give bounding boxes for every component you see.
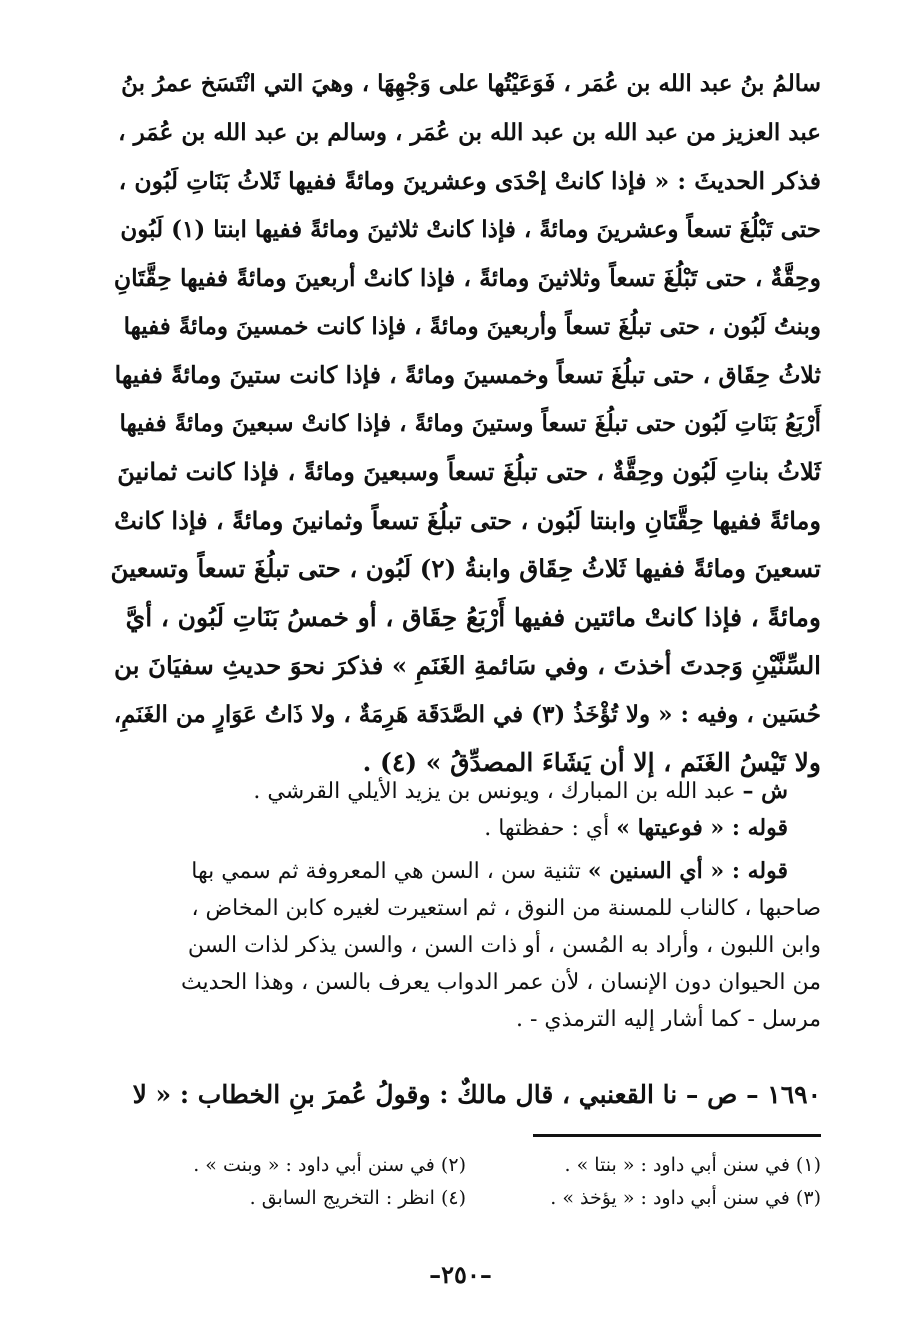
commentary-line: وابن اللبون ، وأراد به المُسن ، أو ذات السن ، والسن يذكر لذات السن: [187, 933, 821, 958]
text-line: فذكر الحديثَ : « فإذا كانتْ إحْدَى وعشرينَ ومائةً ففيها ثَلاثُ بَنَاتِ لَبُون ،: [118, 167, 821, 195]
footnote-3: (٣) في سنن أبي داود : « يؤخذ » .: [550, 1187, 821, 1209]
commentary-line: من الحيوان دون الإنسان ، لأن عمر الدواب يعرف بالسن ، وهذا الحديث: [180, 970, 821, 995]
text-line: أَرْبَعُ بَنَاتِ لَبُون حتى تبلُغَ تسعاً وستينَ ومائةً ، فإذا كانتْ سبعينَ ومائةً ففيها: [119, 409, 821, 437]
text-line: ومائةً ، فإذا كانتْ مائتين ففيها أَرْبَعُ حِقَاق ، أو خمسُ بَنَاتِ لَبُون ، أيَّ: [125, 602, 821, 632]
text-line: حُسَين ، وفيه : « ولا تُؤْخَذُ (٣) في الصَّدَقَة هَرِمَةٌ ، ولا ذَاتُ عَوَارٍ من الغَنَمِ،: [113, 700, 821, 728]
commentary-line: مرسل - كما أشار إليه الترمذي - .: [516, 1007, 821, 1032]
text-line: وبنتُ لَبُون ، حتى تبلُغَ تسعاً وأربعينَ ومائةً ، فإذا كانت خمسينَ ومائةً ففيها: [123, 312, 821, 340]
footnotes: [111, 1149, 821, 1215]
commentary-paragraph-1: [111, 773, 821, 810]
text-line: ثلاثُ حِقَاق ، حتى تبلُغَ تسعاً وخمسينَ ومائةً ، فإذا كانت ستينَ ومائةً ففيها: [114, 361, 821, 389]
text-line: ولا تَيْسُ الغَنَم ، إلا أن يَشَاءَ المصدِّقُ » (٤) .: [362, 748, 821, 777]
footnote-row: [111, 1182, 821, 1215]
commentary-paragraph-3: [111, 853, 821, 890]
text-line: حتى تَبْلُغَ تسعاً وعشرينَ ومائةً ، فإذا كانتْ ثلاثينَ ومائةً ففيها ابنتا (١) لَبُون: [120, 215, 821, 243]
text-line: ومائةً ففيها حِقَّتَانِ وابنتا لَبُون ، حتى تبلُغَ تسعاً وثمانينَ ومائةً ، فإذا كانتْ: [114, 505, 821, 535]
hadith-main-text: [111, 60, 821, 788]
text-line: تسعينَ ومائةً ففيها ثَلاثُ حِقَاق وابنةُ (٢) لَبُون ، حتى تبلُغَ تسعاً وتسعينَ: [110, 554, 821, 583]
footnote-4: (٤) انظر : التخريج السابق .: [249, 1187, 466, 1209]
commentary-label: قوله : « فوعيتها »: [616, 815, 788, 841]
commentary-label: قوله : « أي السنين »: [587, 858, 788, 884]
commentary-text: أي : حفظتها .: [484, 816, 610, 841]
footnote-1: (١) في سنن أبي داود : « بنتا » .: [564, 1154, 821, 1176]
commentary-marker: ش –: [742, 778, 788, 804]
text-line: عبد العزيز من عبد الله بن عبد الله بن عُمَر ، وسالم بن عبد الله بن عُمَر ،: [118, 118, 821, 146]
text-line: وحِقَّةٌ ، حتى تَبْلُغَ تسعاً وثلاثينَ ومائةً ، فإذا كانتْ أربعينَ ومائةً ففيها حِقَّتَانِ: [113, 264, 821, 292]
hadith-1690-heading: [111, 1073, 821, 1117]
footnote-row: [111, 1149, 821, 1182]
commentary-text: تثنية سن ، السن هي المعروفة ثم سمي بها: [191, 859, 581, 884]
footnote-separator: [533, 1134, 821, 1137]
commentary-section: [111, 773, 821, 1038]
hadith-1690-text: ١٦٩٠ – ص – نا القعنبي ، قال مالكٌ : وقولُ عُمرَ بنِ الخطاب : « لا: [132, 1080, 821, 1109]
page-number: –٢٥٠–: [429, 1260, 492, 1289]
text-line: سالمُ بنُ عبد الله بن عُمَر ، فَوَعَيْتُها على وَجْهِهَا ، وهيَ التي انْتَسَخ عمرُ بنُ: [121, 70, 821, 97]
commentary-text: عبد الله بن المبارك ، ويونس بن يزيد الأيلي القرشي .: [253, 779, 736, 804]
commentary-line: صاحبها ، كالناب للمسنة من النوق ، ثم استعيرت لغيره كابن المخاض ،: [191, 896, 821, 921]
text-line: السِّنَّيْنِ وَجدتَ أخذتَ ، وفي سَائمةِ الغَنَمِ » فذكرَ نحوَ حديثِ سفيَانَ بن: [114, 651, 821, 680]
commentary-paragraph-2: [111, 810, 821, 847]
footnote-2: (٢) في سنن أبي داود : « وبنت » .: [193, 1154, 466, 1176]
text-line: ثَلاثُ بناتِ لَبُون وحِقَّةٌ ، حتى تبلُغَ تسعاً وسبعينَ ومائةً ، فإذا كانت ثمانينَ: [117, 457, 821, 486]
